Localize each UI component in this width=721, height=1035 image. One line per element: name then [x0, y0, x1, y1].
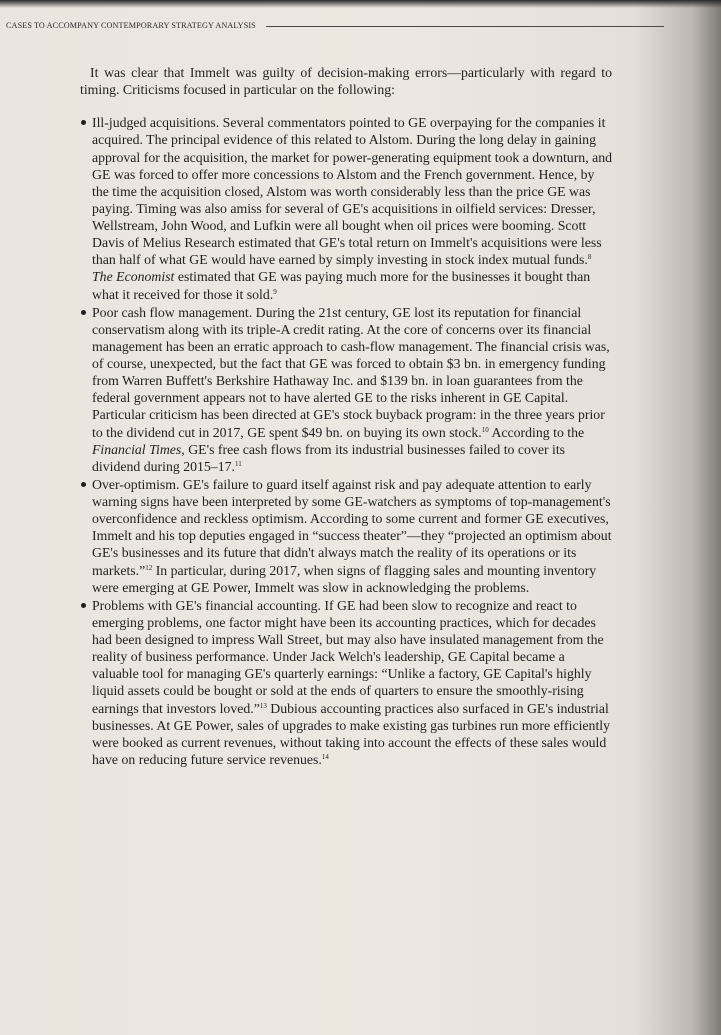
- running-head: [6, 21, 664, 30]
- publication-title: The Economist: [92, 269, 175, 285]
- bullet-text: In particular, during 2017, when signs of flagging sales and mounting inventory were emerging at GE Power, Immelt was slow in acknowledging the problems.: [92, 562, 597, 595]
- bullet-text: Problems with GE's financial accounting. If GE had been slow to recognize and react to emerging problems, one factor might have been its accounting practices, which for decades had been designed to impress Wall Street, but may also have insulated management from the reality of business performance. Under Jack Welch's leadership, GE Capital became a valuable tool for managing GE's quarterly earnings: “Unlike a factory, GE Capital's highly liquid assets could be bought or sold at the ends of quarters to ensure the smoothly-rising earnings that investors loved.”: [92, 597, 604, 716]
- footnote-marker: 9: [273, 287, 277, 296]
- footnote-marker: 10: [481, 425, 489, 434]
- list-item: [80, 114, 612, 302]
- bullet-icon: [81, 482, 86, 487]
- criticisms-list: [80, 114, 612, 768]
- bullet-text: Poor cash flow management. During the 21st century, GE lost its reputation for financial conservatism along with its triple-A credit rating. At the core of concerns over its financial management has been an erratic approach to cash-flow management. The financial crisis was, of course, unexpected, but the fact that GE was forced to obtain $3 bn. in emergency funding from Warren Buffett's Berkshire Hathaway Inc. and $139 bn. in loan guarantees from the federal government appears not to have alerted GE to the risks inherent in GE Capital. Particular criticism has been directed at GE's stock buyback program: in the three years prior to the dividend cut in 2017, GE spent $49 bn. on buying its own stock.: [92, 304, 610, 440]
- bullet-text: Dubious accounting practices also surfaced in GE's industrial businesses. At GE Power, sales of upgrades to make existing gas turbines run more efficiently were booked as current revenues, without taking into account the effects of these sales would have on reducing future service revenues.: [92, 700, 611, 767]
- running-head-rule: [266, 26, 664, 27]
- footnote-marker: 11: [234, 459, 242, 468]
- bullet-text: estimated that GE was paying much more for the businesses it bought than what it received for those it sold.: [92, 269, 591, 302]
- list-item: [80, 476, 612, 596]
- bullet-text: Ill-judged acquisitions. Several commentators pointed to GE overpaying for the companies it acquired. The principal evidence of this related to Alstom. During the long delay in gaining approval for the acquisition, the market for power-generating equipment took a downturn, and GE was forced to offer more concessions to Alstom and the French government. Hence, by the time the acquisition closed, Alstom was worth considerably less than the price GE was paying. Timing was also amiss for several of GE's acquisitions in oilfield services: Dresser, Wellstream, John Wood, and Lufkin were all bought when oil prices were booming. Scott Davis of Melius Research estimated that GE's total return on Immelt's acquisitions were less than half of what GE would have earned by simply investing in stock index mutual funds.: [92, 115, 613, 268]
- footnote-marker: 8: [587, 253, 592, 262]
- bullet-text: , GE's free cash flows from its industrial businesses failed to cover its dividend during 2015–17.: [92, 441, 566, 474]
- list-item: [80, 597, 612, 768]
- intro-paragraph: It was clear that Immelt was guilty of decision-making errors—particularly with regard to timing. Criticisms focused in particular on the following:: [80, 65, 612, 98]
- list-item: [80, 304, 612, 475]
- body-text: [80, 64, 612, 769]
- footnote-marker: 14: [321, 752, 329, 761]
- publication-title: Financial Times: [92, 441, 182, 457]
- bullet-icon: [81, 310, 86, 315]
- bullet-icon: [81, 603, 86, 608]
- footnote-marker: 12: [145, 563, 153, 572]
- bullet-icon: [81, 120, 86, 125]
- running-head-text: CASES TO ACCOMPANY CONTEMPORARY STRATEGY ANALYSIS: [6, 21, 256, 30]
- bullet-text: According to the: [488, 424, 585, 440]
- bullet-text: Over-optimism. GE's failure to guard itself against risk and pay adequate attention to early warning signs have been interpreted by some GE-watchers as symptoms of top-management's overconfidence and reckless optimism. According to some current and former GE executives, Immelt and his top deputies engaged in “success theater”—they “projected an optimism about GE's businesses and its future that didn't always match the reality of its operations or its markets.”: [92, 476, 612, 578]
- footnote-marker: 13: [259, 701, 267, 710]
